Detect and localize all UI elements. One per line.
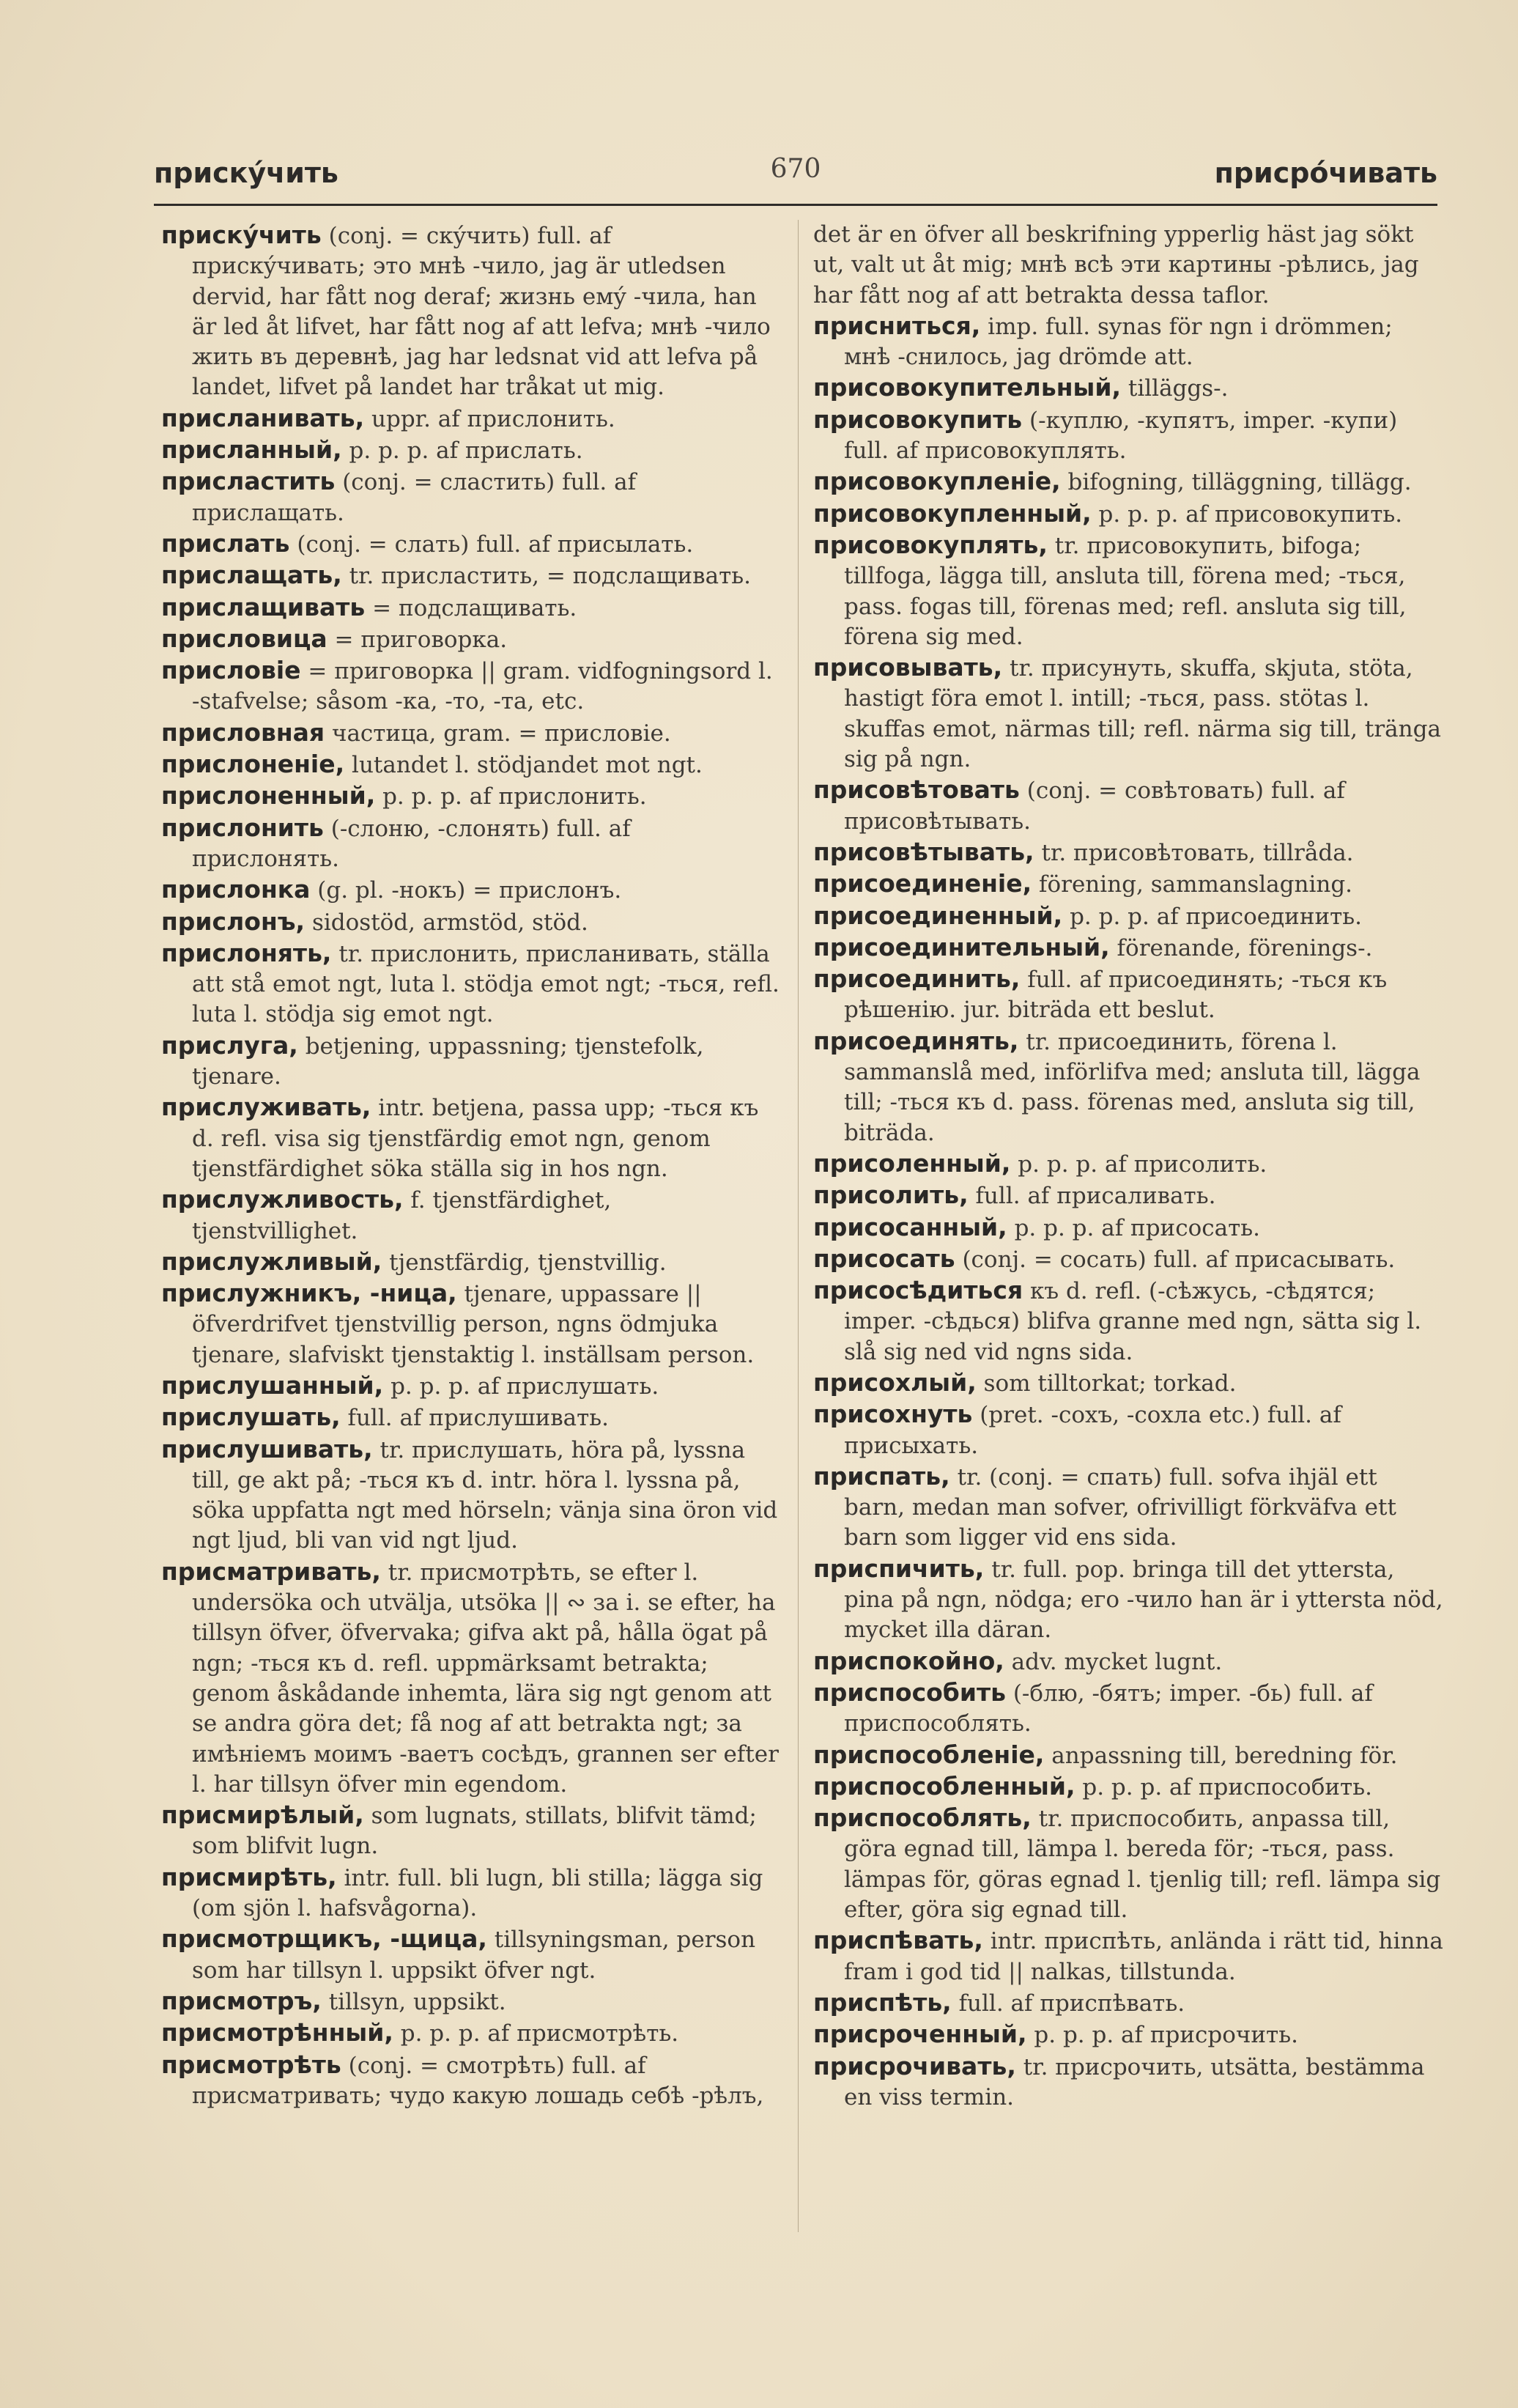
- entry-definition: tr. (conj. = спать) full. sofva ihjäl ett barn, medan man sofver, ofrivilligt förkväfva ett barn som ligger vid ens sida.: [844, 1463, 1396, 1551]
- entry-headword: присоединять,: [813, 1026, 1019, 1055]
- dictionary-entry: [813, 220, 1443, 311]
- entry-headword: приспособленный,: [813, 1771, 1075, 1801]
- dictionary-entry: [161, 1862, 784, 1924]
- entry-definition: f. tjenstfärdighet, tjenstvillighet.: [192, 1187, 612, 1244]
- dictionary-entry: [161, 2050, 784, 2112]
- entry-headword: присовывать,: [813, 653, 1003, 682]
- entry-headword: приспособленіе,: [813, 1740, 1045, 1769]
- dictionary-entry: [161, 1092, 784, 1184]
- entry-headword: присоединить,: [813, 964, 1021, 994]
- dictionary-entry: [161, 1924, 784, 1986]
- dictionary-entry: [813, 1677, 1443, 1740]
- dictionary-entry: [161, 592, 784, 624]
- dictionary-entry: [813, 1803, 1443, 1925]
- dictionary-entry: [161, 749, 784, 780]
- entry-definition: (conj. = сластить) full. af прислащать.: [192, 469, 637, 526]
- dictionary-entry: [813, 466, 1443, 498]
- dictionary-entry: [161, 1370, 784, 1402]
- dictionary-entry: [813, 2019, 1443, 2050]
- dictionary-entry: [161, 906, 784, 938]
- entry-headword: присмирѣлый,: [161, 1801, 364, 1830]
- dictionary-entry: [813, 868, 1443, 900]
- entry-definition: p. p. p. af присосать.: [1007, 1214, 1260, 1241]
- entry-headword: прислонять,: [161, 938, 332, 967]
- entry-definition: tillsyn, uppsikt.: [321, 1988, 506, 2015]
- entry-definition: tilläggs-.: [1121, 375, 1229, 402]
- right-column: [813, 220, 1443, 2113]
- entry-definition: = подслащивать.: [365, 594, 577, 621]
- entry-headword: присосанный,: [813, 1212, 1007, 1241]
- entry-definition: къ d. refl. (-сѣжусь, -сѣдятся; imper. -сѣдься) blifva granne med ngn, sätta sig l. slå sig ned vid ngns sida.: [844, 1278, 1422, 1365]
- entry-headword: присматривать,: [161, 1556, 381, 1586]
- dictionary-entry: [161, 1278, 784, 1370]
- column-divider: [798, 220, 799, 2232]
- entry-definition: sidostöd, armstöd, stöd.: [305, 909, 588, 936]
- dictionary-entry: [161, 1030, 784, 1093]
- entry-headword: присолить,: [813, 1181, 969, 1210]
- entry-definition: tr. присоединить, förena l. sammanslå med, införlifva med; ansluta till, lägga till; -ться къ d. pass. förenas med, ansluta sig till, biträda.: [844, 1028, 1421, 1146]
- entry-headword: присовѣтовать: [813, 775, 1020, 805]
- entry-headword: прислужникъ, -ница,: [161, 1279, 457, 1308]
- entry-definition: tr. full. pop. bringa till det yttersta, pina på ngn, nödga; его -чило han är i yttersta nöd, mycket illa däran.: [844, 1556, 1443, 1644]
- entry-definition: tjenare, uppassare || öfverdrifvet tjenstvillig person, ngns ödmjuka tjenare, slafviskt tjenstaktig l. inställsam person.: [192, 1281, 755, 1368]
- entry-definition: = приговорка.: [327, 626, 508, 653]
- dictionary-entry: [161, 403, 784, 435]
- entry-headword: присовокупленный,: [813, 498, 1092, 528]
- entry-headword: прислушать,: [161, 1403, 341, 1432]
- dictionary-entry: [813, 652, 1443, 775]
- entry-headword: прискýчить: [161, 221, 322, 249]
- entry-headword: присовѣтывать,: [813, 837, 1034, 866]
- entry-definition: частица, gram. = присловіе.: [325, 720, 671, 747]
- entry-headword: присланивать,: [161, 403, 365, 432]
- entry-headword: присовокупленіе,: [813, 467, 1061, 496]
- entry-definition: p. p. p. af присолить.: [1010, 1151, 1267, 1178]
- dictionary-entry: [813, 964, 1443, 1026]
- dictionary-entry: [161, 435, 784, 466]
- entry-headword: присосать: [813, 1244, 955, 1273]
- entry-definition: full. af присаливать.: [968, 1183, 1216, 1210]
- page-header: [154, 147, 1437, 198]
- entry-definition: tr. прислушать, höra på, lyssna till, ge akt på; -ться къ d. intr. höra l. lyssna på, söka uppfatta ngt med hörseln; vänja sina öron vid ngt ljud, bli van vid ngt ljud.: [192, 1436, 778, 1554]
- entry-headword: прислащать,: [161, 561, 342, 590]
- entry-headword: присмотръ,: [161, 1986, 322, 2015]
- entry-definition: p. p. p. af присрочить.: [1026, 2022, 1298, 2049]
- entry-headword: прислужливый,: [161, 1247, 382, 1276]
- entry-definition: (conj. = смотрѣть) full. af присматривать; чудо какую лошадь себѣ -рѣлъ,: [192, 2052, 764, 2109]
- entry-definition: tr. присовокупить, bifoga; tillfoga, lägga till, ansluta till, förena med; -ться, pass. fogas till, förenas med; refl. ansluta sig till, förena sig med.: [844, 532, 1407, 650]
- entry-headword: прислоненіе,: [161, 750, 345, 779]
- entry-definition: tr. присмотрѣть, se efter l. undersöka och utvälja, utsöka || ∾ за i. se efter, ha tillsyn öfver, öfvervaka; gifva akt på, hålla ögat på ngn; -ться къ d. refl. uppmärksamt betrakta; genom åskådande inhemta, lära sig ngt genom att se andra göra det; få nog af att betrakta ngt; за имѣніемъ моимъ -ваетъ сосѣдъ, grannen ser efter l. har tillsyn öfver min egendom.: [192, 1559, 779, 1798]
- dictionary-entry: [813, 1026, 1443, 1148]
- entry-definition: det är en öfver all beskrifning ypperlig häst jag sökt ut, valt ut åt mig; мнѣ всѣ эти картины -рѣлись, jag har fått nog af att betrakta dessa taflor.: [813, 221, 1419, 309]
- entry-headword: прислонить: [161, 813, 324, 842]
- entry-headword: прислушанный,: [161, 1370, 384, 1400]
- dictionary-entry: [813, 1180, 1443, 1211]
- dictionary-entry: [813, 1212, 1443, 1244]
- dictionary-entry: [161, 466, 784, 528]
- entry-headword: присохлый,: [813, 1367, 977, 1397]
- entry-definition: lutandet l. stödjandet mot ngt.: [344, 752, 703, 779]
- entry-headword: приспособлять,: [813, 1803, 1032, 1833]
- entry-headword: приспокойно,: [813, 1646, 1004, 1675]
- dictionary-entry: [161, 655, 784, 717]
- entry-definition: förenande, förenings-.: [1109, 934, 1373, 961]
- entry-definition: tr. прислонить, присланивать, ställa att stå emot ngt, luta l. stödja emot ngt; -ться, refl. luta l. stödja sig emot ngt.: [192, 940, 780, 1028]
- entry-definition: (pret. -сохъ, -сохла etc.) full. af присыхать.: [844, 1402, 1341, 1459]
- running-head-left: прискýчить: [154, 157, 338, 189]
- entry-definition: (-слоню, -слонять) full. af прислонять.: [192, 815, 631, 872]
- entry-definition: förening, sammanslagning.: [1032, 871, 1353, 898]
- dictionary-entry: [813, 1461, 1443, 1554]
- entry-definition: (conj. = совѣтовать) full. af присовѣтывать.: [844, 778, 1345, 835]
- entry-headword: приспѣть,: [813, 1987, 952, 2017]
- dictionary-entry: [813, 837, 1443, 868]
- dictionary-entry: [813, 2051, 1443, 2113]
- entry-headword: приспичить,: [813, 1554, 985, 1583]
- entry-headword: присмотрѣнный,: [161, 2018, 393, 2047]
- dictionary-entry: [161, 717, 784, 749]
- entry-headword: прислонка: [161, 875, 311, 904]
- entry-definition: intr. приспѣть, anlända i rätt tid, hinna fram i god tid || nalkas, tillstunda.: [844, 1928, 1443, 1985]
- entry-definition: som lugnats, stillats, blifvit tämd; som blifvit lugn.: [192, 1803, 757, 1860]
- entry-definition: tr. присунуть, skuffa, skjuta, stöta, hastigt föra emot l. intill; -ться, pass. stötas l. skuffas emot, närmas till; refl. närma sig till, tränga sig på ngn.: [844, 655, 1441, 773]
- running-head-right: присрóчивать: [1214, 157, 1437, 189]
- dictionary-entry: [161, 560, 784, 591]
- entry-headword: прислоненный,: [161, 781, 376, 810]
- entry-headword: присластить: [161, 467, 336, 496]
- dictionary-entry: [813, 372, 1443, 404]
- header-rule: [154, 204, 1437, 206]
- entry-definition: intr. betjena, passa upp; -ться къ d. refl. visa sig tjenstfärdig emot ngn, genom tjenstfärdighet söka ställa sig in hos ngn.: [192, 1095, 759, 1182]
- dictionary-entry: [813, 1646, 1443, 1677]
- entry-definition: = приговорка || gram. vidfogningsord l. -stafvelse; såsom -ка, -то, -та, etc.: [192, 658, 773, 715]
- dictionary-entry: [813, 1740, 1443, 1771]
- dictionary-entry: [813, 775, 1443, 837]
- dictionary-entry: [161, 1184, 784, 1247]
- dictionary-entry: [813, 1987, 1443, 2019]
- entry-headword: присовокупительный,: [813, 373, 1122, 402]
- dictionary-entry: [161, 938, 784, 1030]
- dictionary-entry: [161, 813, 784, 875]
- entry-definition: p. p. p. af прислушать.: [383, 1373, 659, 1400]
- entry-definition: imp. full. synas för ngn i drömmen; мнѣ -снилось, jag drömde att.: [844, 313, 1393, 371]
- entry-headword: присовокуплять,: [813, 530, 1048, 559]
- entry-definition: adv. mycket lugnt.: [1004, 1648, 1223, 1675]
- entry-headword: прислащивать: [161, 592, 366, 621]
- dictionary-entry: [161, 1402, 784, 1433]
- dictionary-entry: [161, 1556, 784, 1800]
- dictionary-entry: [813, 1771, 1443, 1803]
- entry-definition: tjenstfärdig, tjenstvillig.: [382, 1249, 667, 1276]
- dictionary-entry: [161, 780, 784, 812]
- dictionary-entry: [161, 1247, 784, 1278]
- entry-definition: (conj. = сосать) full. af присасывать.: [955, 1246, 1396, 1273]
- entry-definition: full. af приспѣвать.: [951, 1990, 1185, 2017]
- entry-definition: tr. приспособить, anpassa till, göra egnad till, lämpa l. bereda för; -ться, pass. lämpas för, göras egnad l. tjenlig till; refl. lämpa sig efter, göra sig egnad till.: [844, 1806, 1441, 1924]
- entry-headword: присмотрѣть: [161, 2050, 341, 2079]
- entry-definition: som tilltorkat; torkad.: [976, 1370, 1237, 1397]
- dictionary-entry: [813, 1244, 1443, 1275]
- entry-definition: p. p. p. af присмотрѣть.: [393, 2020, 679, 2047]
- dictionary-entry: [161, 1800, 784, 1862]
- entry-definition: bifogning, tilläggning, tillägg.: [1060, 469, 1412, 496]
- dictionary-entry: [813, 901, 1443, 932]
- page-number: 670: [770, 154, 821, 184]
- entry-definition: tr. присрочить, utsätta, bestämma en viss termin.: [844, 2053, 1425, 2110]
- entry-definition: uppr. af прислонить.: [364, 405, 615, 432]
- entry-headword: присловіе: [161, 656, 301, 685]
- entry-definition: intr. full. bli lugn, bli stilla; lägga sig (om sjön l. hafsvågorna).: [192, 1864, 763, 1922]
- entry-headword: присниться,: [813, 311, 981, 340]
- entry-definition: anpassning till, beredning för.: [1044, 1742, 1398, 1769]
- entry-headword: прислать: [161, 528, 290, 558]
- entry-headword: присоединительный,: [813, 932, 1110, 961]
- dictionary-entry: [813, 405, 1443, 467]
- entry-headword: присловная: [161, 717, 325, 747]
- entry-headword: приспособить: [813, 1677, 1006, 1707]
- entry-definition: (conj. = слать) full. af присылать.: [289, 531, 694, 558]
- entry-headword: присоленный,: [813, 1148, 1011, 1178]
- dictionary-entry: [161, 1986, 784, 2017]
- entry-headword: присланный,: [161, 435, 342, 465]
- dictionary-entry: [161, 874, 784, 906]
- entry-definition: (-куплю, -купятъ, imper. -купи) full. af присовокуплять.: [844, 407, 1398, 465]
- dictionary-entry: [161, 624, 784, 655]
- entry-headword: присохнуть: [813, 1400, 973, 1429]
- entry-definition: p. p. p. af присоединить.: [1062, 903, 1363, 930]
- entry-definition: tr. присовѣтовать, tillråda.: [1034, 839, 1354, 866]
- entry-definition: p. p. p. af приспособить.: [1075, 1773, 1372, 1801]
- dictionary-entry: [813, 1399, 1443, 1461]
- dictionary-entry: [161, 528, 784, 560]
- dictionary-entry: [813, 1148, 1443, 1180]
- entry-headword: присоединенный,: [813, 901, 1063, 930]
- dictionary-entry: [813, 1554, 1443, 1646]
- entry-headword: присосѣдиться: [813, 1276, 1023, 1305]
- entry-headword: присмирѣть,: [161, 1862, 337, 1891]
- entry-headword: прислонъ,: [161, 906, 306, 936]
- dictionary-entry: [813, 498, 1443, 530]
- entry-definition: (g. pl. -нокъ) = прислонъ.: [310, 877, 622, 904]
- entry-headword: присроченный,: [813, 2020, 1027, 2049]
- dictionary-entry: [161, 2017, 784, 2049]
- left-column: [161, 220, 784, 2111]
- entry-definition: p. p. p. af присовокупить.: [1091, 501, 1403, 528]
- dictionary-entry: [813, 530, 1443, 652]
- dictionary-entry: [813, 932, 1443, 964]
- entry-headword: прислужливость,: [161, 1185, 404, 1214]
- dictionary-entry: [813, 1925, 1443, 1987]
- entry-definition: betjening, uppassning; tjenstefolk, tjenare.: [192, 1033, 704, 1090]
- entry-headword: присовокупить: [813, 405, 1023, 434]
- entry-definition: (conj. = скýчить) full. af прискýчивать; это мнѣ -чило, jag är utledsen dervid, har fått nog deraf; жизнь емý -чила, han är led åt lifvet, har fått nog af att lefva; мнѣ -чило жить въ деревнѣ, jag har ledsnat vid att lefva på landet, lifvet på landet har tråkat ut mig.: [192, 223, 771, 401]
- entry-definition: (-блю, -бятъ; imper. -бь) full. af приспособлять.: [844, 1680, 1373, 1737]
- entry-headword: прислуживать,: [161, 1093, 371, 1122]
- entry-headword: прислушивать,: [161, 1434, 373, 1463]
- entry-headword: приспѣвать,: [813, 1926, 983, 1955]
- entry-definition: tillsyningsman, person som har tillsyn l. uppsikt öfver ngt.: [192, 1927, 756, 1984]
- dictionary-entry: [813, 1367, 1443, 1399]
- entry-headword: присмотрщикъ, -щица,: [161, 1924, 487, 1954]
- entry-definition: p. p. p. af прислать.: [341, 437, 583, 465]
- entry-definition: tr. присластить, = подслащивать.: [341, 563, 751, 590]
- entry-definition: full. af присоединять; -ться къ рѣшенію. jur. biträda ett beslut.: [844, 967, 1388, 1024]
- entry-headword: приспать,: [813, 1461, 950, 1491]
- entry-headword: присоединеніе,: [813, 869, 1032, 898]
- entry-definition: p. p. p. af прислонить.: [375, 783, 647, 810]
- entry-definition: full. af прислушивать.: [340, 1405, 610, 1432]
- dictionary-entry: [813, 311, 1443, 373]
- entry-headword: прислуга,: [161, 1030, 298, 1060]
- dictionary-entry: [161, 220, 784, 403]
- dictionary-entry: [813, 1275, 1443, 1367]
- entry-headword: присрочивать,: [813, 2051, 1016, 2080]
- entry-headword: присловица: [161, 624, 327, 653]
- dictionary-entry: [161, 1434, 784, 1556]
